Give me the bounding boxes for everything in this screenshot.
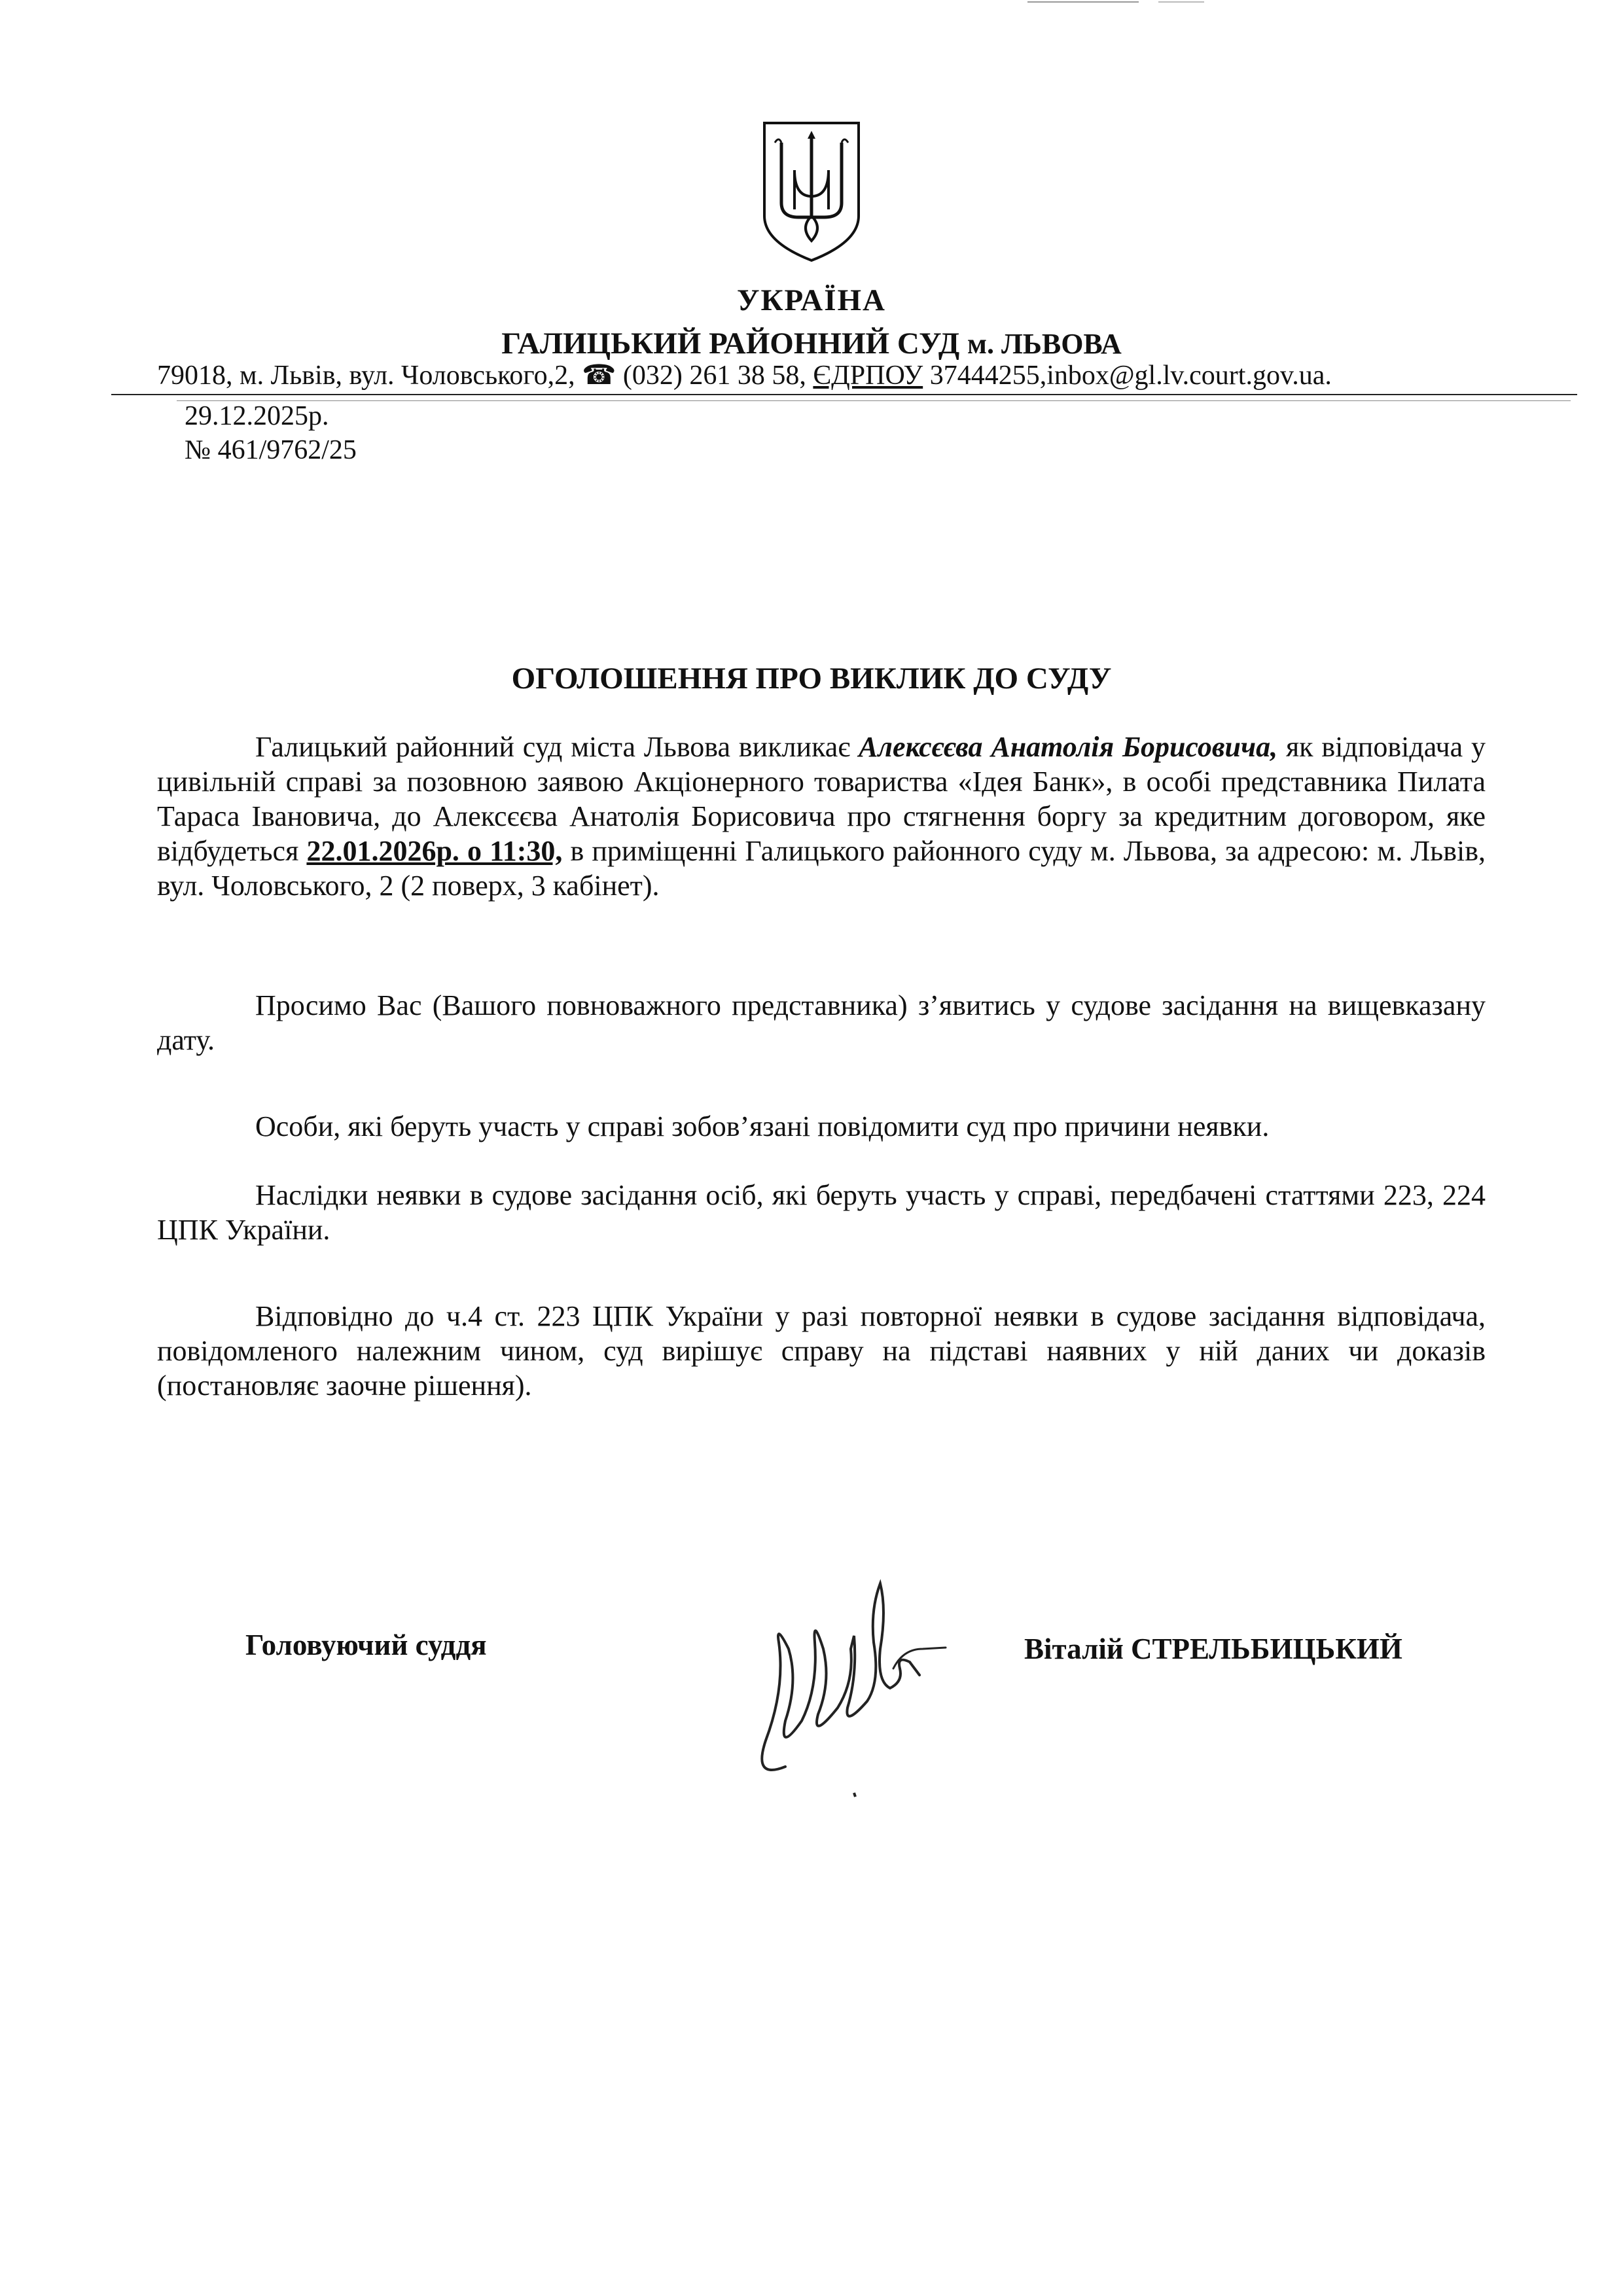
hearing-datetime: 22.01.2026р. о 11:30,: [306, 835, 563, 867]
coat-of-arms-icon: [759, 118, 864, 265]
defendant-name: Алексєєва Анатолія Борисовича,: [859, 731, 1278, 763]
phone-icon: ☎: [582, 361, 616, 391]
signer-name: Віталій СТРЕЛЬБИЦЬКИЙ: [1024, 1633, 1402, 1665]
paragraph-request: [157, 988, 1486, 1057]
edrpou-label: ЄДРПОУ: [813, 361, 923, 391]
p2-text: Просимо Вас (Вашого повноважного представника) з’явитись у судове засідання на вищевказану дату.: [157, 989, 1486, 1056]
paragraph-legal-basis: [157, 1299, 1486, 1403]
paragraph-summons: [157, 730, 1486, 903]
edrpou-email: 37444255,inbox@gl.lv.court.gov.ua.: [929, 361, 1332, 391]
document-title: ОГОЛОШЕННЯ ПРО ВИКЛИК ДО СУДУ: [511, 662, 1112, 696]
court-address-line: [157, 359, 1558, 391]
header-divider: [111, 394, 1577, 395]
case-number: № 461/9762/25: [185, 435, 357, 465]
paragraph-obligation: [157, 1109, 1486, 1144]
scan-mark: [1027, 0, 1204, 4]
p1-address: в приміщенні Галицького районного суду м. Львова, за адресою: м. Львів, вул. Чоловського, 2 (2 поверх, 3 кабінет).: [157, 835, 1486, 902]
header-country: УКРАЇНА: [736, 283, 886, 317]
p5-text: Відповідно до ч.4 ст. 223 ЦПК України у разі повторної неявки в судове засідання відповідача, повідомленого належним чином, суд вирішує справу на підставі наявних у ній даних чи доказів (постановляє заочне рішення).: [157, 1300, 1486, 1402]
handwritten-signature: [740, 1570, 975, 1806]
paragraph-consequences: [157, 1178, 1486, 1247]
header-court: [0, 326, 1623, 361]
document-date: 29.12.2025р.: [185, 401, 329, 431]
address: 79018, м. Львів, вул. Чоловського,2,: [157, 361, 575, 391]
court-city: м. ЛЬВОВА: [967, 328, 1122, 360]
phone: (032) 261 38 58,: [622, 361, 806, 391]
p1-body: як відповідача у цивільній справі за позовною заявою Акціонерного товариства «Ідея Банк», в особі представника Пилата Тараса Івановича, до Алексєєва Анатолія Борисовича про стягнення боргу за кредитним договором, яке відбудеться: [157, 731, 1486, 867]
court-name: ГАЛИЦЬКИЙ РАЙОННИЙ СУД: [501, 327, 960, 361]
p4-text: Наслідки неявки в судове засідання осіб, які беруть участь у справі, передбачені статтями 223, 224 ЦПК України.: [157, 1179, 1486, 1246]
header-divider-thin: [177, 400, 1571, 401]
signer-role: Головуючий суддя: [245, 1629, 487, 1661]
p3-text: Особи, які беруть участь у справі зобов’язані повідомити суд про причини неявки.: [255, 1110, 1270, 1142]
p1-intro: Галицький районний суд міста Львова викликає: [255, 731, 851, 763]
